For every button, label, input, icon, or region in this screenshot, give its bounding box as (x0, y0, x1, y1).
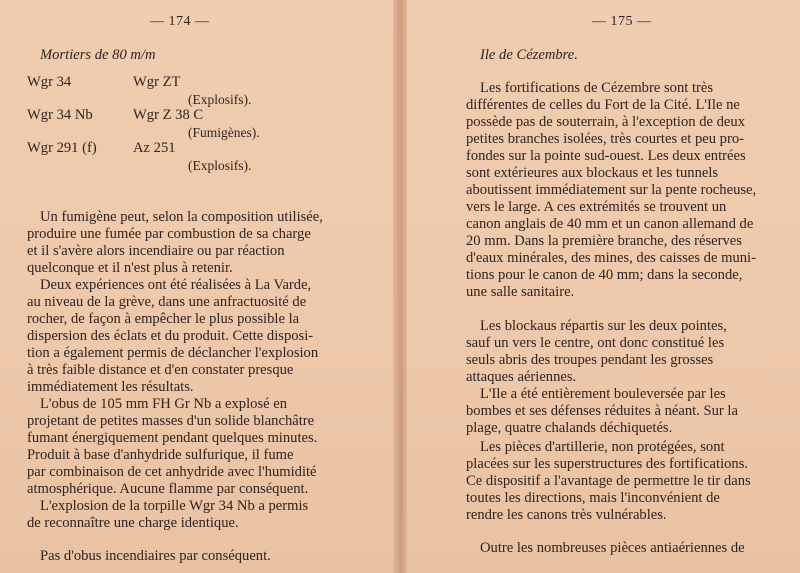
text-line: différentes de celles du Fort de la Cité. L'Ile ne (466, 97, 740, 113)
text-line: à très faible distance et d'en constater presque (27, 362, 294, 378)
text-line: 20 mm. Dans la première branche, des réserves (466, 233, 742, 249)
text-line: sont extérieures aux blockaus et les tunnels (466, 165, 719, 181)
text-line: bombes et ses défenses réduites à néant. Sur la (466, 403, 738, 419)
text-line: Les blockaus répartis sur les deux pointes, (480, 318, 727, 334)
text-line: L'obus de 105 mm FH Gr Nb a explosé en (40, 396, 288, 412)
text-line: fondes sur la pointe sud-ouest. Les deux entrées (466, 148, 746, 164)
page-number-left: — 174 — (150, 14, 210, 29)
text-line: sauf un vers le centre, ont donc constitué les (466, 335, 725, 351)
table-note: (Explosifs). (188, 92, 252, 107)
text-line: d'eaux minérales, des mines, des caisses de muni- (466, 250, 756, 266)
text-line: Produit à base d'anhydride sulfurique, il fume (27, 447, 294, 463)
text-line: petites branches isolées, très courtes et peu pro- (466, 131, 744, 147)
text-line: aboutissent immédiatement sur la pente rocheuse, (466, 182, 757, 198)
text-line: produire une fumée par combustion de sa charge (27, 226, 311, 242)
text-line: projetant de petites masses d'un solide blanchâtre (27, 413, 315, 429)
table-cell: Wgr 34 Nb (27, 107, 93, 123)
text-line: Les fortifications de Cézembre sont très (480, 80, 714, 96)
text-line: par combinaison de cet anhydride avec l'humidité (27, 464, 317, 480)
text-line: plage, quatre chalands déchiquetés. (466, 420, 673, 436)
page-number-right: — 175 — (592, 14, 652, 29)
text-line: immédiatement les résultats. (27, 379, 194, 395)
text-line: Un fumigène peut, selon la composition utilisée, (40, 209, 323, 225)
text-line: vers le large. A ces extrémités se trouvent un (466, 199, 727, 215)
text-line: tions pour le canon de 40 mm; dans la seconde, (466, 267, 743, 283)
text-line: possède pas de souterrain, à l'exception de deux (466, 114, 746, 130)
table-cell: Az 251 (133, 140, 176, 156)
text-line: au niveau de la grève, dans une anfractuosité de (27, 294, 307, 310)
text-line: quelconque et il n'est plus à retenir. (27, 260, 233, 276)
table-note: (Explosifs). (188, 158, 252, 173)
text-line: L'Ile a été entièrement bouleversée par les (480, 386, 726, 402)
text-line: toutes les directions, mais l'inconvénient de (466, 490, 720, 506)
text-line: Les pièces d'artillerie, non protégées, sont (480, 439, 725, 455)
table-cell: Wgr 291 (f) (27, 140, 97, 156)
text-line: seuls abris des troupes pendant les grosses (466, 352, 714, 368)
text-line: canon anglais de 40 mm et un canon allemand de (466, 216, 754, 232)
text-line: Ce dispositif a l'avantage de permettre le tir dans (466, 473, 751, 489)
table-cell: Wgr 34 (27, 74, 72, 90)
text-line: placées sur les superstructures des fortifications. (466, 456, 749, 472)
text-line: de reconnaître une charge identique. (27, 515, 239, 531)
table-note: (Fumigènes). (188, 125, 260, 140)
text-line: une salle sanitaire. (466, 284, 575, 300)
book-gutter (393, 0, 407, 573)
table-cell: Wgr ZT (133, 74, 181, 90)
text-line: Outre les nombreuses pièces antiaériennes de (480, 540, 745, 556)
table-cell: Wgr Z 38 C (133, 107, 204, 123)
text-line: rendre les canons très vulnérables. (466, 507, 667, 523)
text-line: Pas d'obus incendiaires par conséquent. (40, 548, 271, 564)
text-line: fumant énergiquement pendant quelques minutes. (27, 430, 318, 446)
left-heading: Mortiers de 80 m/m (40, 47, 156, 63)
text-line: attaques aériennes. (466, 369, 577, 385)
text-line: L'explosion de la torpille Wgr 34 Nb a permis (40, 498, 309, 514)
text-line: dispersion des éclats et du produit. Cette disposi- (27, 328, 314, 344)
text-line: tion a également permis de déclancher l'explosion (27, 345, 319, 361)
text-line: Deux expériences ont été réalisées à La Varde, (40, 277, 312, 293)
text-line: atmosphérique. Aucune flamme par conséquent. (27, 481, 309, 497)
text-line: et il s'avère alors incendiaire ou par réaction (27, 243, 285, 259)
right-heading: Ile de Cézembre. (480, 47, 578, 63)
text-line: rocher, de façon à empêcher le plus possible la (27, 311, 300, 327)
